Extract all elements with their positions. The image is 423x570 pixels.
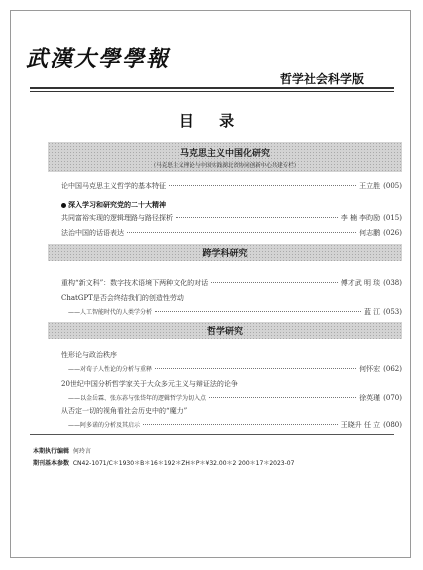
toc-entry[interactable]: [61, 278, 402, 288]
section-band-marxism: [48, 142, 402, 172]
entry-title: 共同富裕实现的逻辑理路与路径探析: [61, 214, 173, 222]
dot-leader: [209, 397, 356, 398]
footer-editor-value: 何玲言: [72, 448, 91, 455]
entry-author: 李 楠 李昀励: [340, 214, 381, 222]
entry-page: (015): [383, 214, 402, 222]
dot-leader: [127, 232, 356, 233]
entry-subtitle: ——人工智能时代的人类学分析: [68, 309, 153, 316]
entry-author: 何志鹏: [359, 229, 381, 237]
section-title: 马克思主义中国化研究: [179, 148, 270, 159]
entry-page: (038): [383, 279, 402, 287]
dot-leader: [143, 424, 338, 425]
section-title: 跨学科研究: [202, 249, 248, 259]
toc-entry[interactable]: [68, 364, 402, 374]
section-title: 哲学研究: [206, 327, 243, 337]
entry-page: (080): [383, 421, 402, 429]
entry-subtitle: ——对荀子人性论的分析与重释: [68, 366, 153, 373]
entry-title: 重构“新文科”：数字技术语境下两种文化的对话: [61, 279, 209, 287]
footer-editor: [33, 446, 91, 455]
toc-entry[interactable]: [68, 420, 402, 430]
entry-author: 何怀宏: [359, 365, 381, 373]
entry-title: 法治中国的话语表达: [61, 229, 124, 237]
footer-params-value: CN42-1071/C＊1930＊B＊16＊192＊ZH＊P＊¥32.00＊2 200＊17＊2023-07: [72, 460, 295, 467]
entry-author: 傅才武 明 琰: [340, 279, 381, 287]
entry-subtitle: ——阿多诺的分析及其启示: [68, 422, 141, 429]
entry-page: (070): [383, 394, 402, 402]
bullet-dot-icon: [61, 203, 66, 208]
dot-leader: [169, 185, 356, 186]
section-band-philosophy: [48, 322, 402, 339]
toc-entry[interactable]: [68, 307, 402, 317]
entry-page: (053): [383, 308, 402, 316]
edition-label: 哲学社会科学版: [280, 72, 365, 86]
dot-leader: [155, 311, 361, 312]
entry-page: (026): [383, 229, 402, 237]
section-band-interdisciplinary: [48, 244, 402, 261]
entry-author: 王立胜: [359, 182, 381, 190]
toc-entry[interactable]: [61, 213, 402, 223]
entry-author: 徐英瑾: [359, 394, 381, 402]
dot-leader: [176, 217, 338, 218]
entry-page: (005): [383, 182, 402, 190]
entry-title[interactable]: ChatGPT是否会终结我们的创造性劳动: [61, 294, 184, 302]
section-subtitle: （马克思主义理论与中国实践湖北省协同创新中心共建专栏）: [150, 162, 300, 169]
footer-params: [33, 458, 294, 467]
toc-entry[interactable]: [61, 181, 402, 191]
journal-title: 武漢大學學報: [26, 46, 171, 72]
dot-leader: [211, 282, 338, 283]
entry-title[interactable]: 性形论与政治秩序: [61, 351, 117, 359]
footer-params-label: 期刊基本参数: [33, 460, 70, 467]
footer-editor-label: 本期执行编辑: [33, 448, 70, 455]
entry-author: 蓝 江: [363, 308, 381, 316]
header-rule-thick: [30, 87, 394, 89]
toc-entry[interactable]: [68, 393, 402, 403]
header-rule-thin: [30, 91, 394, 92]
bullet-heading: 深入学习和研究党的二十大精神: [61, 200, 166, 210]
dot-leader: [155, 368, 356, 369]
entry-title[interactable]: 从否定一切的视角看社会历史中的“魔力”: [61, 407, 188, 415]
toc-entry[interactable]: [61, 228, 402, 238]
entry-subtitle: ——以金岳霖、张东荪与张岱年的逻辑哲学为切入点: [68, 395, 207, 402]
entry-title[interactable]: 20世纪中国分析哲学家关于大众多元主义与辩证法的论争: [61, 380, 238, 388]
entry-page: (062): [383, 365, 402, 373]
toc-title: 目 录: [178, 112, 245, 130]
footer-rule: [30, 434, 394, 435]
entry-title: 论中国马克思主义哲学的基本特征: [61, 182, 166, 190]
entry-author: 王晓升 任 立: [340, 421, 381, 429]
